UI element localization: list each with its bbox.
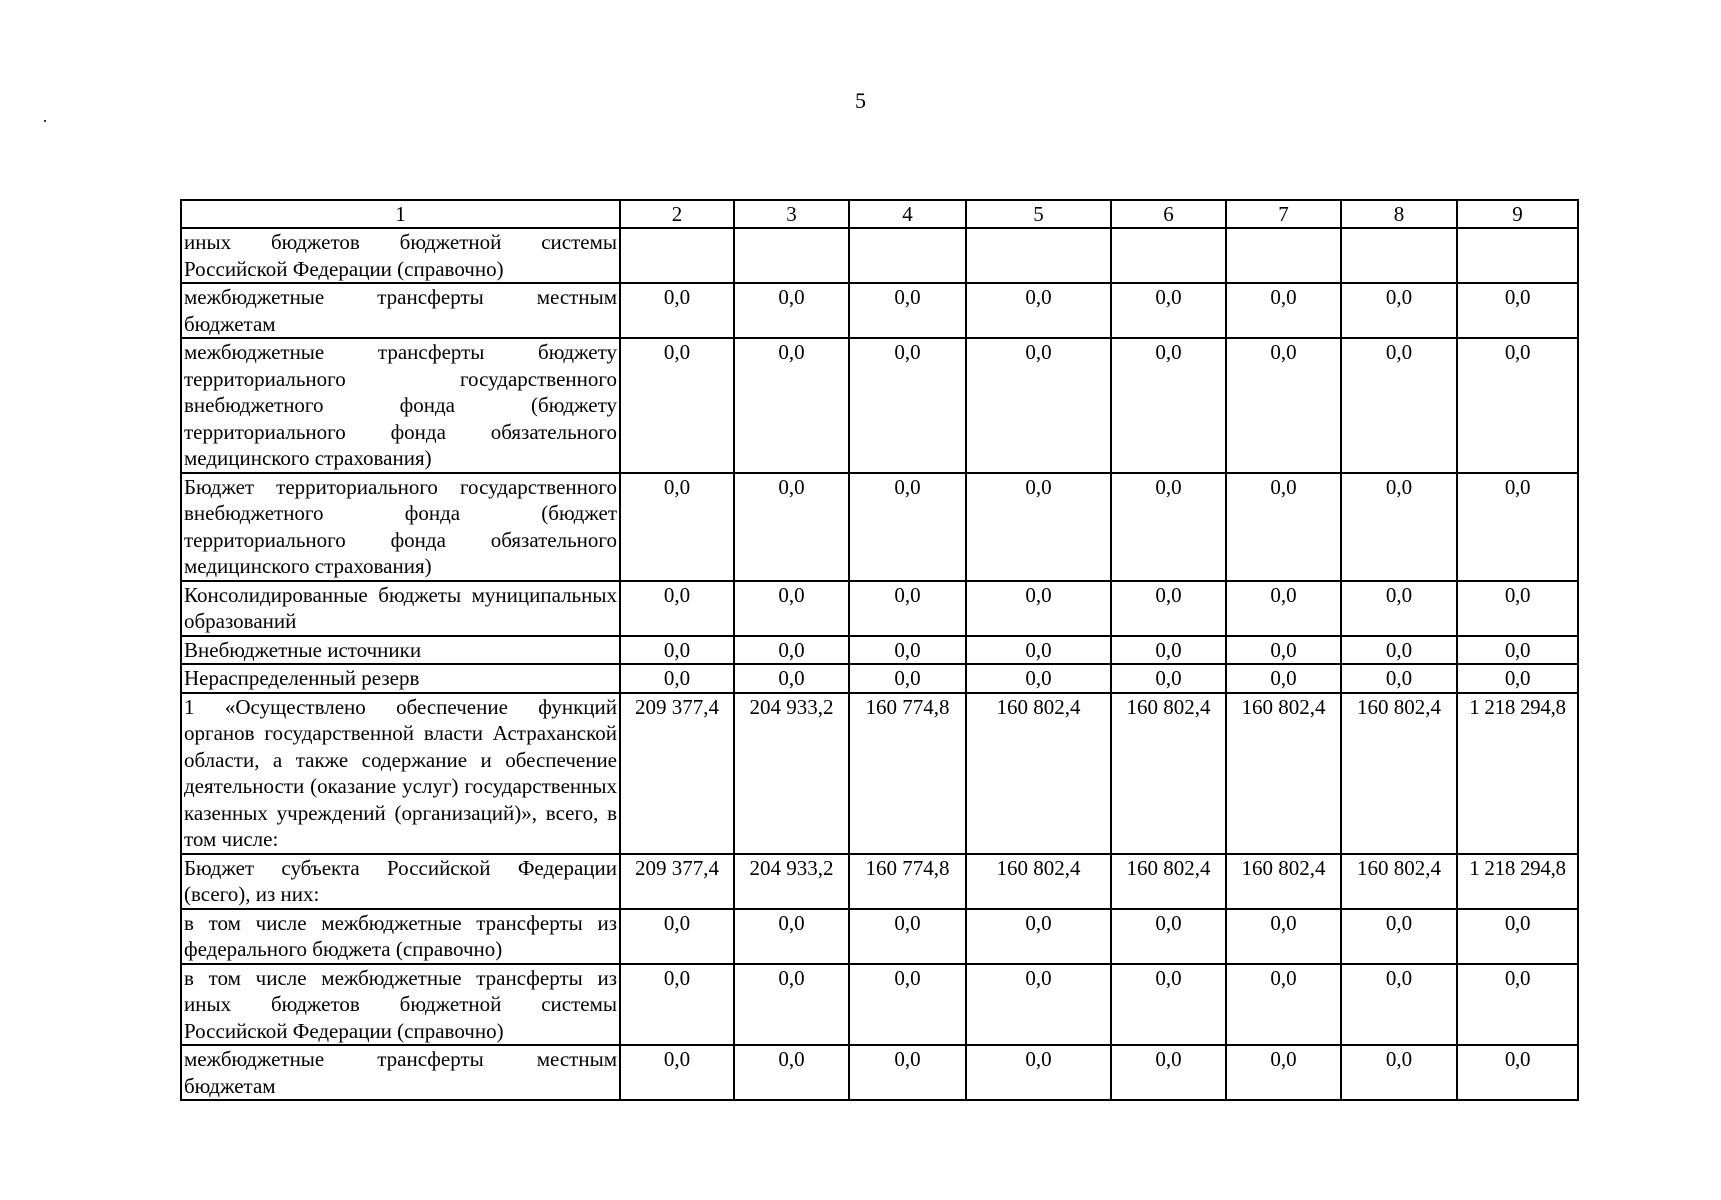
value-cell: 160 802,4 xyxy=(1226,693,1341,854)
row-label: Бюджет территориального государственного внебюджетного фонда (бюджет территориального фонда обязательного медицинского страхования) xyxy=(181,473,620,581)
column-header: 3 xyxy=(734,200,849,228)
table-row xyxy=(181,636,1578,665)
table-row xyxy=(181,283,1578,338)
value-cell: 160 802,4 xyxy=(1111,854,1226,909)
value-cell: 0,0 xyxy=(849,473,966,581)
row-label: в том числе межбюджетные трансферты из иных бюджетов бюджетной системы Российской Федерации (справочно) xyxy=(181,964,620,1046)
value-cell: 0,0 xyxy=(849,964,966,1046)
table-row xyxy=(181,664,1578,693)
table-row xyxy=(181,338,1578,473)
value-cell: 0,0 xyxy=(1111,1045,1226,1100)
table-row xyxy=(181,473,1578,581)
value-cell: 160 802,4 xyxy=(1341,693,1457,854)
column-header: 6 xyxy=(1111,200,1226,228)
row-label: Бюджет субъекта Российской Федерации (всего), из них: xyxy=(181,854,620,909)
value-cell: 0,0 xyxy=(849,664,966,693)
column-header: 2 xyxy=(620,200,734,228)
column-header: 8 xyxy=(1341,200,1457,228)
value-cell: 209 377,4 xyxy=(620,854,734,909)
value-cell: 0,0 xyxy=(1457,581,1578,636)
value-cell: 0,0 xyxy=(966,1045,1111,1100)
value-cell: 0,0 xyxy=(734,338,849,473)
value-cell: 0,0 xyxy=(966,636,1111,665)
value-cell: 0,0 xyxy=(1111,283,1226,338)
value-cell: 0,0 xyxy=(734,283,849,338)
value-cell: 0,0 xyxy=(1226,964,1341,1046)
row-label: Консолидированные бюджеты муниципальных образований xyxy=(181,581,620,636)
value-cell: 0,0 xyxy=(734,636,849,665)
value-cell: 0,0 xyxy=(1341,1045,1457,1100)
column-header: 9 xyxy=(1457,200,1578,228)
value-cell: 160 802,4 xyxy=(1226,854,1341,909)
value-cell: 0,0 xyxy=(1457,909,1578,964)
value-cell: 0,0 xyxy=(1111,909,1226,964)
value-cell: 0,0 xyxy=(1457,338,1578,473)
row-label: Нераспределенный резерв xyxy=(181,664,620,693)
row-label: межбюджетные трансферты местным бюджетам xyxy=(181,1045,620,1100)
value-cell: 0,0 xyxy=(966,473,1111,581)
value-cell: 0,0 xyxy=(620,581,734,636)
value-cell: 0,0 xyxy=(966,909,1111,964)
value-cell xyxy=(1226,228,1341,283)
value-cell: 0,0 xyxy=(1457,664,1578,693)
value-cell: 0,0 xyxy=(1111,473,1226,581)
value-cell: 0,0 xyxy=(1226,636,1341,665)
scan-speck xyxy=(44,120,46,122)
value-cell: 0,0 xyxy=(734,964,849,1046)
value-cell: 0,0 xyxy=(1341,473,1457,581)
value-cell: 160 774,8 xyxy=(849,693,966,854)
value-cell: 0,0 xyxy=(1341,664,1457,693)
value-cell: 0,0 xyxy=(849,1045,966,1100)
value-cell: 160 802,4 xyxy=(1341,854,1457,909)
value-cell: 0,0 xyxy=(1341,283,1457,338)
value-cell: 160 774,8 xyxy=(849,854,966,909)
value-cell: 0,0 xyxy=(620,636,734,665)
table-row xyxy=(181,854,1578,909)
value-cell: 0,0 xyxy=(849,909,966,964)
value-cell: 0,0 xyxy=(734,473,849,581)
budget-table xyxy=(180,199,1579,1101)
value-cell: 0,0 xyxy=(849,338,966,473)
value-cell: 0,0 xyxy=(620,338,734,473)
value-cell: 0,0 xyxy=(1111,964,1226,1046)
value-cell: 0,0 xyxy=(849,636,966,665)
value-cell: 0,0 xyxy=(1457,1045,1578,1100)
value-cell: 0,0 xyxy=(1111,636,1226,665)
value-cell: 204 933,2 xyxy=(734,693,849,854)
column-header: 1 xyxy=(181,200,620,228)
value-cell xyxy=(620,228,734,283)
value-cell: 0,0 xyxy=(1111,338,1226,473)
value-cell: 0,0 xyxy=(620,909,734,964)
value-cell: 204 933,2 xyxy=(734,854,849,909)
value-cell: 0,0 xyxy=(849,581,966,636)
value-cell: 0,0 xyxy=(849,283,966,338)
value-cell: 0,0 xyxy=(734,1045,849,1100)
value-cell: 0,0 xyxy=(1341,338,1457,473)
table-row xyxy=(181,1045,1578,1100)
value-cell xyxy=(849,228,966,283)
value-cell: 0,0 xyxy=(966,964,1111,1046)
value-cell: 0,0 xyxy=(1341,964,1457,1046)
value-cell: 0,0 xyxy=(1226,909,1341,964)
table-row xyxy=(181,964,1578,1046)
column-header: 4 xyxy=(849,200,966,228)
header-row xyxy=(181,200,1578,228)
row-label: в том числе межбюджетные трансферты из федерального бюджета (справочно) xyxy=(181,909,620,964)
value-cell: 0,0 xyxy=(966,581,1111,636)
table-row xyxy=(181,228,1578,283)
value-cell xyxy=(1111,228,1226,283)
value-cell: 0,0 xyxy=(620,283,734,338)
value-cell: 0,0 xyxy=(1457,283,1578,338)
value-cell: 0,0 xyxy=(1226,283,1341,338)
value-cell: 0,0 xyxy=(1457,964,1578,1046)
value-cell: 0,0 xyxy=(734,909,849,964)
value-cell: 0,0 xyxy=(620,964,734,1046)
value-cell: 0,0 xyxy=(620,1045,734,1100)
row-label: Внебюджетные источники xyxy=(181,636,620,665)
value-cell xyxy=(1341,228,1457,283)
value-cell: 0,0 xyxy=(966,338,1111,473)
row-label: 1 «Осуществлено обеспечение функций органов государственной власти Астраханской области, а также содержание и обеспечение деятельности (оказание услуг) государственных казенных учреждений (организаций)», всего, в том числе: xyxy=(181,693,620,854)
column-header: 5 xyxy=(966,200,1111,228)
value-cell: 0,0 xyxy=(734,664,849,693)
value-cell: 209 377,4 xyxy=(620,693,734,854)
value-cell: 0,0 xyxy=(1226,473,1341,581)
table-row xyxy=(181,581,1578,636)
value-cell: 0,0 xyxy=(1226,338,1341,473)
value-cell: 0,0 xyxy=(966,664,1111,693)
value-cell: 160 802,4 xyxy=(966,693,1111,854)
value-cell xyxy=(966,228,1111,283)
value-cell: 0,0 xyxy=(620,664,734,693)
value-cell: 0,0 xyxy=(1457,473,1578,581)
value-cell: 0,0 xyxy=(620,473,734,581)
value-cell: 0,0 xyxy=(1341,636,1457,665)
value-cell: 0,0 xyxy=(1111,581,1226,636)
value-cell: 0,0 xyxy=(734,581,849,636)
value-cell: 0,0 xyxy=(966,283,1111,338)
value-cell: 160 802,4 xyxy=(1111,693,1226,854)
value-cell: 1 218 294,8 xyxy=(1457,693,1578,854)
value-cell xyxy=(1457,228,1578,283)
row-label: межбюджетные трансферты бюджету территориального государственного внебюджетного фонда (бюджету территориального фонда обязательного медицинского страхования) xyxy=(181,338,620,473)
row-label: межбюджетные трансферты местным бюджетам xyxy=(181,283,620,338)
value-cell: 0,0 xyxy=(1226,1045,1341,1100)
value-cell: 1 218 294,8 xyxy=(1457,854,1578,909)
value-cell xyxy=(734,228,849,283)
value-cell: 0,0 xyxy=(1226,581,1341,636)
table-row xyxy=(181,909,1578,964)
page-number: 5 xyxy=(855,88,866,113)
value-cell: 0,0 xyxy=(1111,664,1226,693)
table-row xyxy=(181,693,1578,854)
value-cell: 160 802,4 xyxy=(966,854,1111,909)
value-cell: 0,0 xyxy=(1341,581,1457,636)
column-header: 7 xyxy=(1226,200,1341,228)
value-cell: 0,0 xyxy=(1226,664,1341,693)
row-label: иных бюджетов бюджетной системы Российской Федерации (справочно) xyxy=(181,228,620,283)
value-cell: 0,0 xyxy=(1341,909,1457,964)
value-cell: 0,0 xyxy=(1457,636,1578,665)
